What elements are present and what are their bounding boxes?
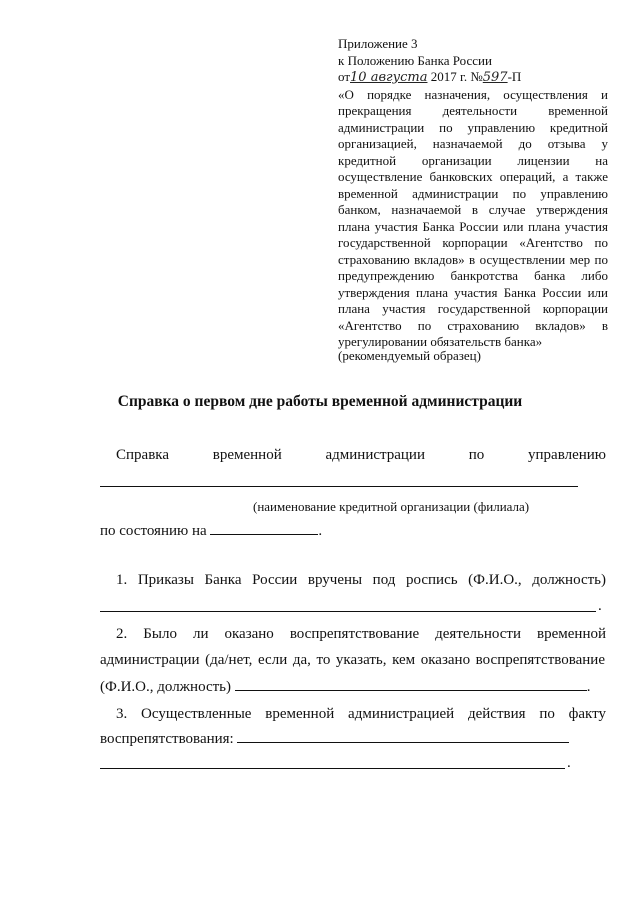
annex-regulation-ref: к Положению Банка России xyxy=(338,52,492,68)
intro-word: управлению xyxy=(528,447,606,463)
item-3-blank-2[interactable] xyxy=(100,768,565,769)
quote-line: банком, назначаемой в случае утверждения xyxy=(338,202,608,217)
document-title: Справка о первом дне работы временной администрации xyxy=(117,393,523,410)
intro-word: временной xyxy=(212,447,282,463)
item-2-period: . xyxy=(586,679,591,695)
sample-label: (рекомендуемый образец) xyxy=(338,348,481,363)
item-1-text: 1. Приказы Банка России вручены под роспись (Ф.И.О., должность) xyxy=(116,572,606,588)
intro-line xyxy=(116,447,606,464)
quote-line: страхованию вкладов» в осуществлении мер по xyxy=(338,251,608,267)
state-as-of-label: по состоянию на xyxy=(100,523,207,539)
annex-number-suffix: -П xyxy=(507,69,522,84)
quote-line: плана участия Банка России или плана участия xyxy=(338,218,608,234)
item-3-label: воспрепятствования: xyxy=(100,731,234,747)
item-3-line-2 xyxy=(100,730,605,748)
annex-quote xyxy=(338,87,608,351)
date-blank[interactable] xyxy=(210,522,318,535)
quote-line: организацией, назначаемой до отзыва у xyxy=(338,136,608,151)
item-2-line-3 xyxy=(100,678,605,696)
intro-word: Справка xyxy=(116,447,169,463)
annex-date-year: 2017 г. № xyxy=(430,69,483,84)
intro-word: администрации xyxy=(325,447,425,463)
quote-line: администрации по управлению кредитной xyxy=(338,119,608,135)
quote-line: утверждения плана участия Банка России или xyxy=(338,284,608,300)
annex-title: Приложение 3 xyxy=(338,36,418,51)
item-2-blank[interactable] xyxy=(235,678,587,691)
org-name-caption: (наименование кредитной организации (филиала) xyxy=(253,499,530,514)
item-1-blank[interactable] xyxy=(100,611,596,612)
quote-line: урегулировании обязательств банка» xyxy=(338,334,543,349)
item-3-blank[interactable] xyxy=(237,730,569,743)
annex-date-line xyxy=(338,69,608,87)
state-as-of-period: . xyxy=(318,523,323,539)
item-1-period: . xyxy=(598,598,602,614)
item-2-line-1: 2. Было ли оказано воспрепятствование деятельности временной xyxy=(116,626,606,642)
state-as-of-line xyxy=(100,522,605,540)
handwritten-number: 597 xyxy=(482,70,508,85)
quote-line: кредитной организации лицензии на xyxy=(338,152,608,168)
item-2-fio-label: (Ф.И.О., должность) xyxy=(100,679,231,695)
quote-line: временной администрации по управлению xyxy=(338,185,608,201)
annex-date-prefix: от xyxy=(338,69,351,84)
quote-line: «О порядке назначения, осуществления и xyxy=(338,86,608,102)
handwritten-date: 10 августа xyxy=(350,70,428,85)
quote-line: плана участия государственной корпорации xyxy=(338,301,608,316)
quote-line: государственной корпорации «Агентство по xyxy=(338,235,608,250)
item-3-line-1: 3. Осуществленные временной администрацией действия по факту xyxy=(116,706,606,722)
quote-line: осуществление банковских операций, а также xyxy=(338,169,608,184)
item-3-period: . xyxy=(567,755,571,771)
annex-header xyxy=(338,36,608,351)
item-2-line-2: администрации (да/нет, если да, то указать, кем оказано воспрепятствование xyxy=(100,652,605,668)
intro-word: по xyxy=(468,447,485,463)
quote-line: предупреждению банкротства банка либо xyxy=(338,268,608,283)
quote-line: «Агентство по страхованию вкладов» в xyxy=(338,317,608,333)
org-name-blank[interactable] xyxy=(100,486,578,487)
quote-line: прекращения деятельности временной xyxy=(338,103,608,118)
